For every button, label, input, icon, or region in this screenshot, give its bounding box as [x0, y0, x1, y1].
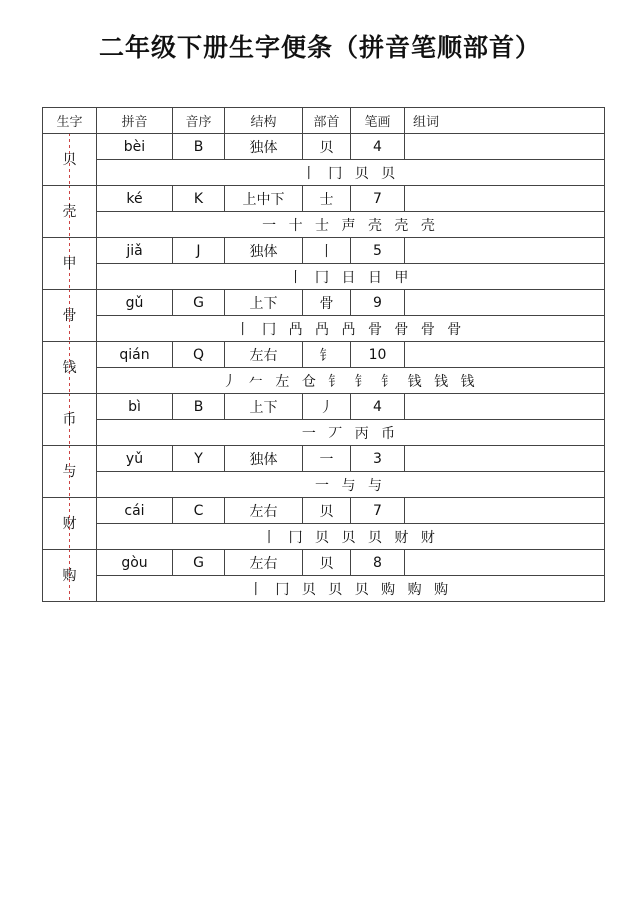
letter-cell: G [173, 290, 225, 316]
letter-cell: Y [173, 446, 225, 472]
radical-cell: 贝 [303, 550, 351, 576]
stroke-count-cell: 3 [351, 446, 405, 472]
stroke-count-cell: 4 [351, 394, 405, 420]
pinyin-cell: bì [97, 394, 173, 420]
words-cell [405, 498, 605, 524]
char-info-row [43, 550, 605, 576]
character-table [42, 107, 605, 602]
words-cell [405, 342, 605, 368]
words-cell [405, 238, 605, 264]
stroke-order-row [43, 316, 605, 342]
radical-cell: 一 [303, 446, 351, 472]
stroke-order-cell: 一 与 与 [97, 472, 605, 498]
structure-cell: 左右 [225, 342, 303, 368]
stroke-order-row [43, 368, 605, 394]
pinyin-cell: yǔ [97, 446, 173, 472]
stroke-order-cell: 一 十 士 声 壳 壳 壳 [97, 212, 605, 238]
radical-cell: 贝 [303, 498, 351, 524]
stroke-order-cell: 丨 冂 日 日 甲 [97, 264, 605, 290]
char-cell: 壳 [43, 186, 97, 238]
pinyin-cell: gòu [97, 550, 173, 576]
radical-cell: 钅 [303, 342, 351, 368]
pinyin-cell: jiǎ [97, 238, 173, 264]
stroke-count-cell: 7 [351, 186, 405, 212]
structure-cell: 上中下 [225, 186, 303, 212]
radical-cell: 丨 [303, 238, 351, 264]
words-cell [405, 394, 605, 420]
stroke-count-cell: 9 [351, 290, 405, 316]
structure-cell: 独体 [225, 238, 303, 264]
stroke-order-cell: 丨 冂 冎 冎 冎 骨 骨 骨 骨 [97, 316, 605, 342]
char-cell: 币 [43, 394, 97, 446]
char-cell: 财 [43, 498, 97, 550]
stroke-order-row [43, 576, 605, 602]
char-cell: 钱 [43, 342, 97, 394]
radical-cell: 士 [303, 186, 351, 212]
stroke-order-row [43, 524, 605, 550]
radical-cell: 贝 [303, 134, 351, 160]
char-cell: 购 [43, 550, 97, 602]
page-title: 二年级下册生字便条（拼音笔顺部首） [98, 33, 541, 62]
header-pinyin: 拼音 [97, 108, 173, 134]
stroke-count-cell: 8 [351, 550, 405, 576]
char-info-row [43, 394, 605, 420]
structure-cell: 独体 [225, 446, 303, 472]
pinyin-cell: cái [97, 498, 173, 524]
letter-cell: G [173, 550, 225, 576]
stroke-order-row [43, 472, 605, 498]
stroke-order-row [43, 420, 605, 446]
char-cell: 贝 [43, 134, 97, 186]
header-row [43, 108, 605, 134]
header-char: 生字 [43, 108, 97, 134]
letter-cell: B [173, 394, 225, 420]
header-radical: 部首 [303, 108, 351, 134]
stroke-count-cell: 10 [351, 342, 405, 368]
char-cell: 甲 [43, 238, 97, 290]
letter-cell: J [173, 238, 225, 264]
radical-cell: 丿 [303, 394, 351, 420]
structure-cell: 上下 [225, 290, 303, 316]
stroke-order-row [43, 264, 605, 290]
structure-cell: 上下 [225, 394, 303, 420]
pinyin-cell: ké [97, 186, 173, 212]
stroke-order-cell: 丨 冂 贝 贝 贝 财 财 [97, 524, 605, 550]
stroke-order-cell: 丨 冂 贝 贝 [97, 160, 605, 186]
char-info-row [43, 134, 605, 160]
stroke-count-cell: 5 [351, 238, 405, 264]
words-cell [405, 550, 605, 576]
words-cell [405, 186, 605, 212]
char-cell: 与 [43, 446, 97, 498]
char-info-row [43, 446, 605, 472]
header-count: 笔画 [351, 108, 405, 134]
stroke-count-cell: 4 [351, 134, 405, 160]
letter-cell: Q [173, 342, 225, 368]
stroke-count-cell: 7 [351, 498, 405, 524]
structure-cell: 独体 [225, 134, 303, 160]
stroke-order-row [43, 212, 605, 238]
radical-cell: 骨 [303, 290, 351, 316]
structure-cell: 左右 [225, 550, 303, 576]
stroke-order-cell: 丨 冂 贝 贝 贝 购 购 购 [97, 576, 605, 602]
char-info-row [43, 290, 605, 316]
pinyin-cell: gǔ [97, 290, 173, 316]
char-cell: 骨 [43, 290, 97, 342]
letter-cell: C [173, 498, 225, 524]
stroke-order-cell: 一 丆 丙 币 [97, 420, 605, 446]
pinyin-cell: qián [97, 342, 173, 368]
char-info-row [43, 498, 605, 524]
words-cell [405, 134, 605, 160]
letter-cell: B [173, 134, 225, 160]
words-cell [405, 446, 605, 472]
words-cell [405, 290, 605, 316]
header-letter: 音序 [173, 108, 225, 134]
structure-cell: 左右 [225, 498, 303, 524]
stroke-order-cell: 丿 𠂉 左 仓 钅 钅 钅 钱 钱 钱 [97, 368, 605, 394]
char-info-row [43, 238, 605, 264]
header-words: 组词 [405, 108, 605, 134]
header-structure: 结构 [225, 108, 303, 134]
pinyin-cell: bèi [97, 134, 173, 160]
char-info-row [43, 186, 605, 212]
stroke-order-row [43, 160, 605, 186]
letter-cell: K [173, 186, 225, 212]
char-info-row [43, 342, 605, 368]
